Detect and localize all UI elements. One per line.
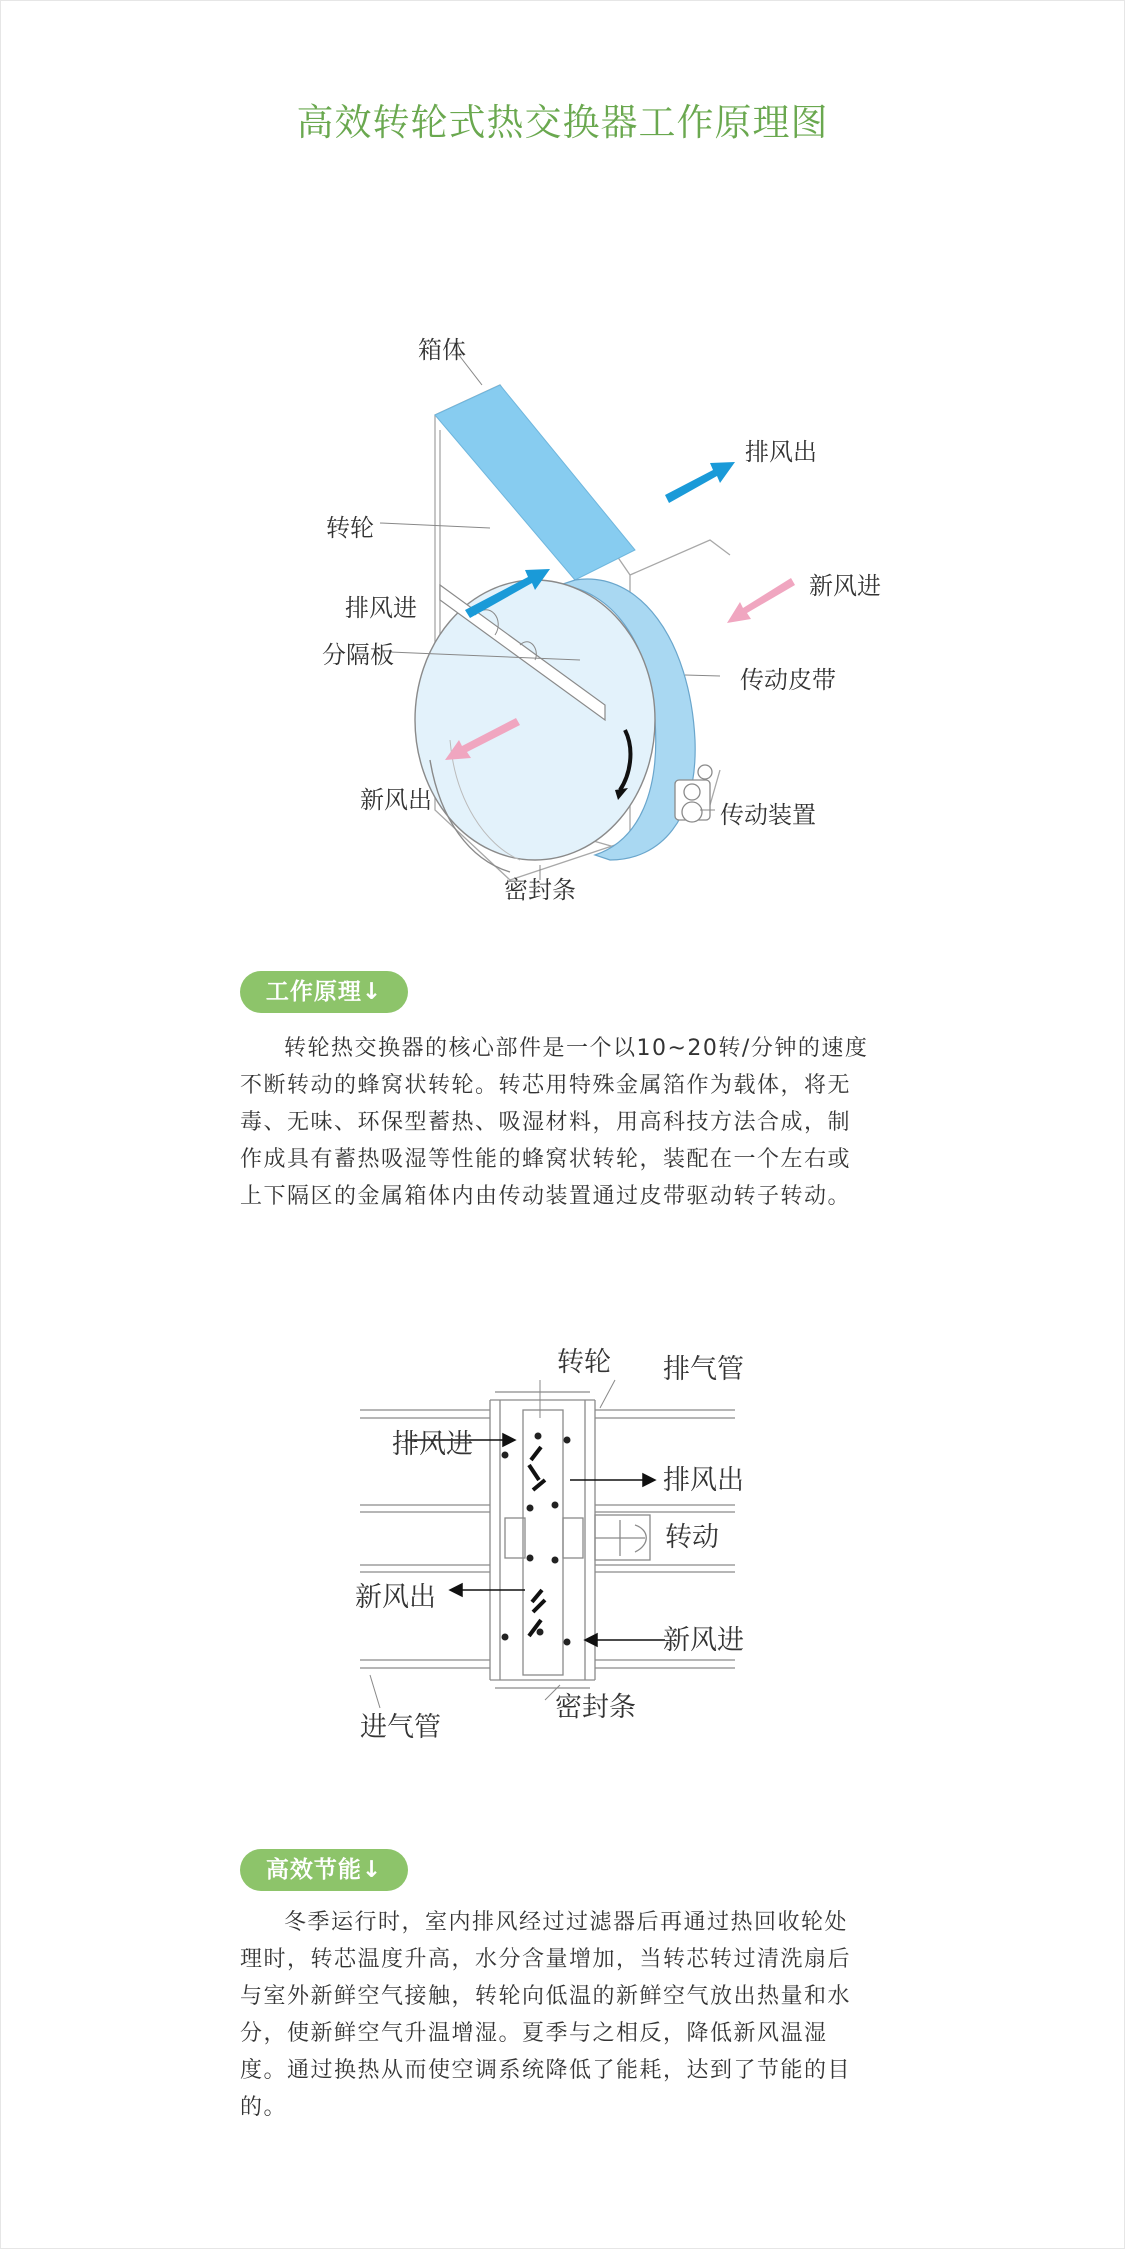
page-title: 高效转轮式热交换器工作原理图 [296,101,829,144]
label-seal: 密封条 [504,876,576,904]
label-belt: 传动皮带 [740,666,836,694]
label-exhaust-in: 排风进 [345,594,417,622]
label2-exhaust-pipe: 排气管 [663,1354,744,1385]
label-fresh-out: 新风出 [360,786,432,814]
label2-exhaust-out: 排风出 [663,1465,744,1496]
section-badge-efficiency: 高效节能↓ [240,1849,408,1891]
label2-fresh-out: 新风出 [355,1582,436,1613]
section-text-efficiency: 冬季运行时，室内排风经过过滤器后再通过热回收轮处理时，转芯温度升高，水分含量增加，当转芯转过清洗扇后与室外新鲜空气接触，转轮向低温的新鲜空气放出热量和水分，使新鲜空气升温增湿。夏季与之相反，降低新风温湿度。通过换热从而使空调系统降低了能耗，达到了节能的目的。 [240,1910,852,2120]
label-fresh-in: 新风进 [809,572,881,600]
label-wheel: 转轮 [326,514,374,542]
exchanger-section-diagram [345,1340,775,1760]
label-exhaust-out: 排风出 [745,438,817,466]
label2-fresh-in: 新风进 [663,1625,744,1656]
label2-wheel: 转轮 [557,1347,611,1378]
section-badge-principle: 工作原理↓ [240,971,408,1013]
label-partition: 分隔板 [322,641,394,669]
exchanger-3d-diagram [290,320,910,920]
label-drive: 传动装置 [720,801,816,829]
label2-exhaust-in: 排风进 [392,1429,473,1460]
label-box: 箱体 [418,336,466,364]
section-text-principle: 转轮热交换器的核心部件是一个以10~20转/分钟的速度不断转动的蜂窝状转轮。转芯用特殊金属箔作为载体，将无毒、无味、环保型蓄热、吸湿材料，用高科技方法合成，制作成具有蓄热吸湿等性能的蜂窝状转轮，装配在一个左右或上下隔区的金属箱体内由传动装置通过皮带驱动转子转动。 [240,1036,869,1209]
label2-seal: 密封条 [555,1692,636,1723]
label2-intake-pipe: 进气管 [360,1712,441,1743]
label2-rotate: 转动 [665,1522,719,1553]
